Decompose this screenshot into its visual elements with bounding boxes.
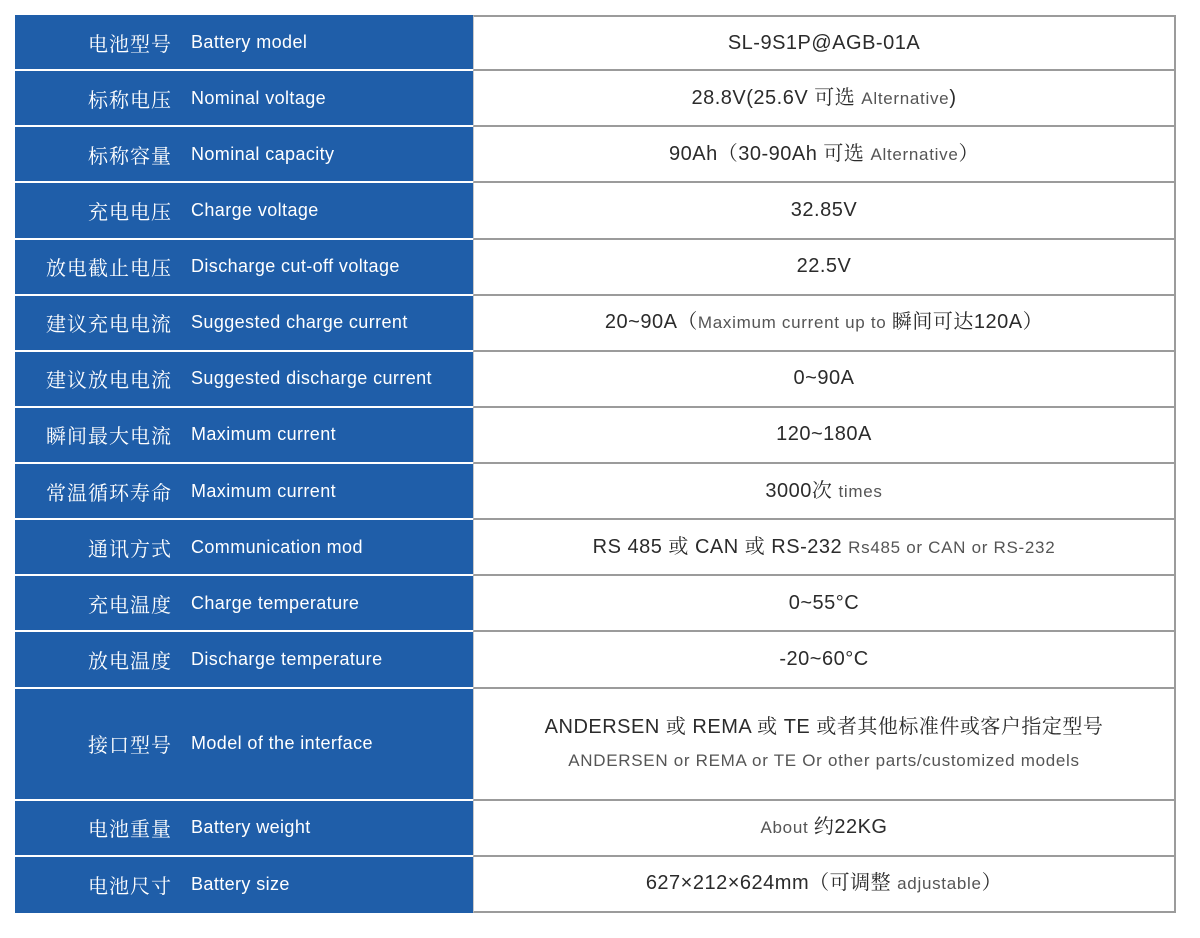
- spec-value-cell: [473, 183, 1176, 239]
- spec-value-text: 22.5V: [796, 255, 852, 278]
- spec-value-note: Alternative: [861, 88, 950, 108]
- spec-label-cell: [15, 857, 473, 913]
- spec-value-text: -20~60°C: [779, 647, 869, 670]
- spec-value-text: 120~180A: [776, 423, 872, 446]
- spec-value-text: 32.85V: [790, 198, 858, 221]
- spec-label-zh: 常温循环寿命: [46, 480, 172, 505]
- spec-value-line: [605, 306, 1043, 339]
- spec-row-suggested-charge-current: [15, 296, 1176, 352]
- spec-label-cell: [15, 464, 473, 520]
- spec-row-charge-temperature: [15, 576, 1176, 632]
- spec-label-en: Nominal capacity: [191, 143, 335, 164]
- spec-label-en: Nominal voltage: [191, 87, 327, 108]
- spec-row-suggested-discharge-current: [15, 352, 1176, 408]
- spec-value-cell: [473, 71, 1176, 127]
- spec-label-en: Battery size: [191, 874, 290, 895]
- spec-label-cell: [15, 576, 473, 632]
- spec-label-en: Maximum current: [191, 480, 337, 501]
- spec-label-zh: 标称容量: [88, 143, 172, 168]
- spec-label-cell: [15, 632, 473, 688]
- spec-value-line: [545, 711, 1104, 744]
- spec-row-discharge-cut-off-voltage: [15, 240, 1176, 296]
- spec-label-cell: [15, 801, 473, 857]
- spec-value-note: adjustable: [897, 874, 982, 894]
- spec-table: [15, 15, 1176, 913]
- spec-value-line: [728, 27, 920, 60]
- spec-row-nominal-capacity: [15, 127, 1176, 183]
- spec-label-cell: [15, 352, 473, 408]
- spec-value-cell: [473, 408, 1176, 464]
- spec-row-charge-voltage: [15, 183, 1176, 239]
- spec-value-note: Alternative: [870, 144, 959, 164]
- spec-value-cell: [473, 857, 1176, 913]
- spec-value-text: 90Ah（30-90Ah 可选: [669, 142, 871, 165]
- spec-label-zh: 充电温度: [88, 592, 172, 617]
- spec-row-battery-size: [15, 857, 1176, 913]
- spec-value-text: 0~55°C: [788, 591, 860, 614]
- spec-value-text: ): [949, 86, 957, 109]
- spec-value-line: [669, 138, 979, 171]
- spec-value-cell: [473, 576, 1176, 632]
- spec-value-line: [593, 531, 1056, 564]
- spec-value-text: 627×212×624mm（可调整: [645, 872, 898, 895]
- spec-value-text: ANDERSEN 或 REMA 或 TE 或者其他标准件或客户指定型号: [544, 715, 1104, 738]
- spec-value-line: [568, 744, 1080, 777]
- spec-value-text: 20~90A（: [604, 311, 698, 334]
- spec-label-zh: 标称电压: [88, 87, 172, 112]
- spec-value-text: ）: [981, 872, 1003, 895]
- spec-label-zh: 放电截止电压: [46, 256, 172, 281]
- spec-value-text: 3000次: [765, 479, 839, 502]
- spec-label-cell: [15, 127, 473, 183]
- spec-label-en: Battery weight: [191, 817, 311, 838]
- spec-value-line: [646, 867, 1002, 900]
- spec-value-cell: [473, 240, 1176, 296]
- spec-row-maximum-current: [15, 464, 1176, 520]
- spec-value-cell: [473, 464, 1176, 520]
- spec-value-line: [776, 418, 872, 451]
- spec-value-cell: [473, 632, 1176, 688]
- spec-label-zh: 放电温度: [88, 648, 172, 673]
- spec-label-en: Suggested discharge current: [191, 368, 432, 389]
- spec-value-text: 28.8V(25.6V 可选: [691, 86, 862, 109]
- spec-label-zh: 电池型号: [88, 31, 172, 56]
- spec-value-note: Rs485 or CAN or RS-232: [848, 537, 1056, 557]
- spec-row-model-of-the-interface: [15, 689, 1176, 801]
- spec-label-zh: 充电电压: [88, 199, 172, 224]
- spec-value-line: [765, 475, 882, 508]
- spec-label-zh: 电池重量: [88, 817, 172, 842]
- spec-value-text: 瞬间可达120A）: [891, 311, 1044, 334]
- spec-value-line: [760, 811, 887, 844]
- spec-value-line: [791, 194, 857, 227]
- spec-row-nominal-voltage: [15, 71, 1176, 127]
- spec-label-zh: 建议放电电流: [46, 368, 172, 393]
- spec-label-cell: [15, 183, 473, 239]
- spec-label-en: Discharge cut-off voltage: [191, 256, 400, 277]
- spec-value-note: times: [838, 481, 883, 501]
- spec-value-line: [691, 82, 956, 115]
- spec-value-line: [779, 643, 868, 676]
- spec-label-zh: 电池尺寸: [88, 874, 172, 899]
- spec-value-text: 0~90A: [793, 367, 855, 390]
- spec-value-cell: [473, 801, 1176, 857]
- spec-value-note: ANDERSEN or REMA or TE Or other parts/customized models: [568, 750, 1080, 770]
- spec-value-cell: [473, 689, 1176, 801]
- spec-label-en: Model of the interface: [191, 733, 373, 754]
- spec-label-zh: 接口型号: [88, 733, 172, 758]
- spec-label-zh: 通讯方式: [88, 536, 172, 561]
- spec-value-cell: [473, 520, 1176, 576]
- spec-value-text: ）: [958, 142, 979, 165]
- spec-label-en: Suggested charge current: [191, 312, 408, 333]
- spec-value-note: About: [760, 818, 814, 838]
- spec-value-cell: [473, 15, 1176, 71]
- spec-label-cell: [15, 296, 473, 352]
- spec-value-cell: [473, 296, 1176, 352]
- spec-label-cell: [15, 408, 473, 464]
- spec-label-en: Discharge temperature: [191, 648, 383, 669]
- spec-label-cell: [15, 520, 473, 576]
- spec-value-text: RS 485 或 CAN 或 RS-232: [592, 535, 849, 558]
- spec-label-en: Charge voltage: [191, 199, 319, 220]
- spec-label-en: Maximum current: [191, 424, 337, 445]
- spec-label-en: Battery model: [191, 31, 308, 52]
- spec-label-cell: [15, 689, 473, 801]
- spec-row-maximum-current: [15, 408, 1176, 464]
- spec-value-text: 约22KG: [813, 816, 888, 839]
- spec-row-discharge-temperature: [15, 632, 1176, 688]
- spec-value-line: [789, 587, 860, 620]
- spec-label-cell: [15, 15, 473, 71]
- spec-value-note: Maximum current up to: [697, 313, 892, 333]
- spec-value-line: [797, 250, 852, 283]
- spec-row-battery-model: [15, 15, 1176, 71]
- spec-label-en: Charge temperature: [191, 592, 360, 613]
- spec-label-zh: 瞬间最大电流: [46, 424, 172, 449]
- spec-row-communication-mod: [15, 520, 1176, 576]
- spec-value-line: [794, 362, 855, 395]
- spec-value-cell: [473, 127, 1176, 183]
- spec-label-en: Communication mod: [191, 536, 363, 557]
- spec-label-cell: [15, 240, 473, 296]
- spec-row-battery-weight: [15, 801, 1176, 857]
- spec-label-zh: 建议充电电流: [46, 312, 172, 337]
- spec-value-text: SL-9S1P@AGB-01A: [727, 31, 921, 54]
- spec-value-cell: [473, 352, 1176, 408]
- spec-label-cell: [15, 71, 473, 127]
